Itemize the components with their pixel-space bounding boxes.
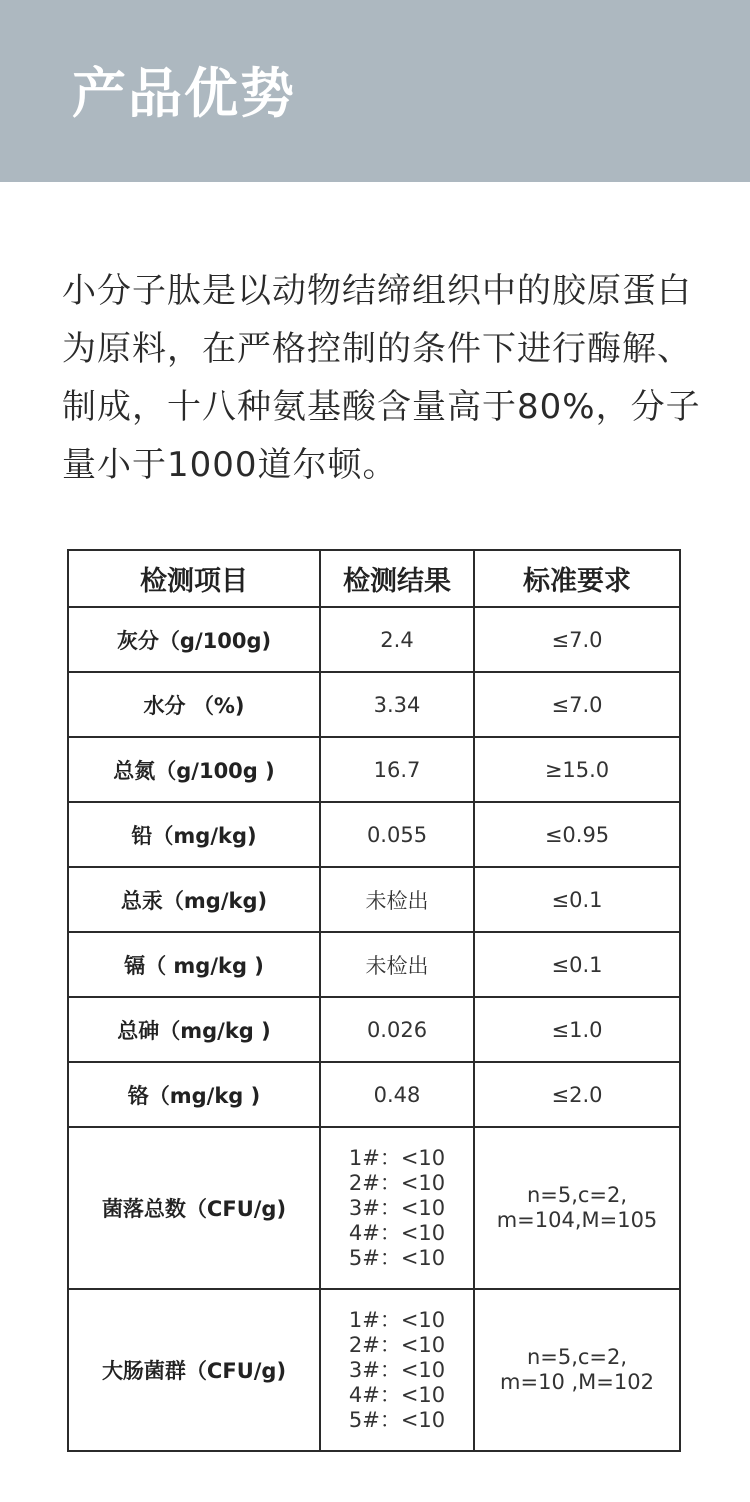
requirement-line: m=104,M=105 — [496, 1208, 658, 1232]
intro-line: 制成，十八种氨基酸含量高于80%，分子 — [62, 387, 701, 427]
row-item: 水分 （%) — [68, 672, 320, 737]
row-requirement: ≤2.0 — [474, 1062, 680, 1127]
row-requirement: ≥15.0 — [474, 737, 680, 802]
table-header-row — [68, 550, 680, 607]
spec-table — [67, 549, 681, 1452]
table-row — [68, 1289, 680, 1451]
result-line: 1#：<10 — [348, 1307, 446, 1332]
intro-line: 量小于1000道尔顿。 — [62, 445, 398, 485]
page-title: 产品优势 — [72, 62, 296, 125]
result-line: 5#：<10 — [348, 1407, 446, 1432]
column-header-item: 检测项目 — [68, 550, 320, 607]
requirement-line: n=5,c=2, — [526, 1183, 628, 1207]
result-line: 3#：<10 — [348, 1357, 446, 1382]
column-header-requirement: 标准要求 — [474, 550, 680, 607]
row-requirement: ≤0.1 — [474, 932, 680, 997]
table-row — [68, 867, 680, 932]
row-requirement: ≤7.0 — [474, 607, 680, 672]
table-row — [68, 997, 680, 1062]
row-requirement: ≤0.95 — [474, 802, 680, 867]
table-row — [68, 1127, 680, 1289]
table-row — [68, 737, 680, 802]
row-item: 总砷（mg/kg ) — [68, 997, 320, 1062]
result-line: 1#：<10 — [348, 1145, 446, 1170]
column-header-result: 检测结果 — [320, 550, 474, 607]
table-row — [68, 672, 680, 737]
row-requirement — [474, 1127, 680, 1289]
row-result: 16.7 — [320, 737, 474, 802]
result-line: 2#：<10 — [348, 1170, 446, 1195]
requirement-line: m=10 ,M=102 — [500, 1370, 654, 1394]
table-row — [68, 607, 680, 672]
header-banner — [0, 0, 750, 182]
row-requirement: ≤1.0 — [474, 997, 680, 1062]
row-requirement: ≤0.1 — [474, 867, 680, 932]
table-row — [68, 932, 680, 997]
row-result-list — [320, 1289, 474, 1451]
result-line: 3#：<10 — [348, 1195, 446, 1220]
row-item: 铬（mg/kg ) — [68, 1062, 320, 1127]
intro-line: 小分子肽是以动物结缔组织中的胶原蛋白 — [62, 271, 692, 311]
intro-line: 为原料，在严格控制的条件下进行酶解、 — [62, 329, 692, 369]
result-line: 2#：<10 — [348, 1332, 446, 1357]
row-result: 3.34 — [320, 672, 474, 737]
row-item: 总氮（g/100g ) — [68, 737, 320, 802]
row-result: 0.055 — [320, 802, 474, 867]
result-line: 4#：<10 — [348, 1382, 446, 1407]
row-result: 0.48 — [320, 1062, 474, 1127]
row-result: 2.4 — [320, 607, 474, 672]
table-row — [68, 1062, 680, 1127]
table-row — [68, 802, 680, 867]
row-result-list — [320, 1127, 474, 1289]
row-item: 大肠菌群（CFU/g) — [68, 1289, 320, 1451]
result-line: 5#：<10 — [348, 1245, 446, 1270]
intro-paragraph — [62, 262, 702, 494]
row-result: 未检出 — [320, 932, 474, 997]
row-item: 镉（ mg/kg ) — [68, 932, 320, 997]
row-item: 菌落总数（CFU/g) — [68, 1127, 320, 1289]
requirement-line: n=5,c=2, — [526, 1345, 628, 1369]
row-result: 0.026 — [320, 997, 474, 1062]
result-line: 4#：<10 — [348, 1220, 446, 1245]
row-item: 灰分（g/100g) — [68, 607, 320, 672]
row-item: 铅（mg/kg) — [68, 802, 320, 867]
row-item: 总汞（mg/kg) — [68, 867, 320, 932]
row-result: 未检出 — [320, 867, 474, 932]
row-requirement: ≤7.0 — [474, 672, 680, 737]
row-requirement — [474, 1289, 680, 1451]
